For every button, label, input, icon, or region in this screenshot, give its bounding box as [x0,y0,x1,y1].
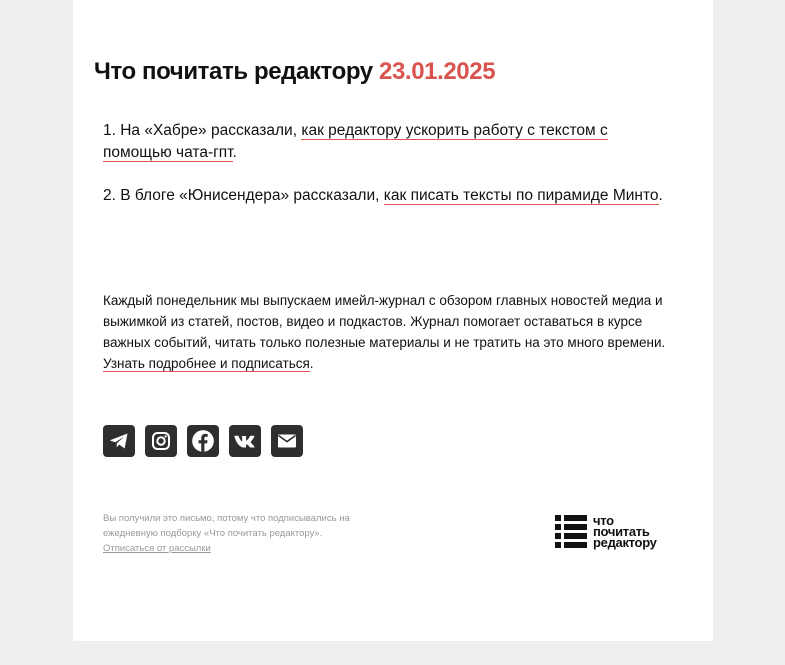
vk-icon[interactable] [229,425,261,457]
email-card [73,0,713,641]
item-link[interactable]: как писать тексты по пирамиде Минто [383,187,659,204]
logo-text [593,515,657,548]
instagram-icon[interactable] [145,425,177,457]
logo-line: что [593,513,614,528]
item-text: 2. В блоге «Юнисендера» рассказали, [103,187,384,204]
title-text: Что почитать редактору [94,58,373,85]
about-suffix: . [309,356,314,371]
list-item [103,120,663,164]
item-suffix: . [658,187,663,204]
list-item [103,185,663,207]
logo-line: почитать [593,524,650,539]
unsubscribe-link[interactable]: Отписаться от рассылки [103,543,211,554]
page-title [94,58,495,86]
item-suffix: . [232,144,237,161]
item-text: 1. На «Хабре» рассказали, [103,122,302,139]
footer-note-text: Вы получили это письмо, потому что подписывались на ежедневную подборку «Что почитать редактору». [103,513,350,539]
social-links [103,425,303,457]
logo-mark-icon [555,515,587,548]
news-list [103,120,663,228]
brand-logo[interactable] [555,515,657,548]
email-icon[interactable] [271,425,303,457]
item-link[interactable]: как редактору ускорить работу с текстом с помощью чата-гпт [103,122,608,161]
subscribe-link[interactable]: Узнать подробнее и подписаться [103,356,310,371]
facebook-icon[interactable] [187,425,219,457]
about-text: Каждый понедельник мы выпускаем имейл-журнал с обзором главных новостей медиа и выжимкой из статей, постов, видео и подкастов. Журнал помогает оставаться в курсе важных событий, читать только полезные материалы и не тратить на это много времени. [103,293,666,350]
logo-line: редактору [593,535,657,550]
telegram-icon[interactable] [103,425,135,457]
title-date: 23.01.2025 [379,58,496,85]
footer-note [103,511,393,556]
about-paragraph [103,290,693,374]
